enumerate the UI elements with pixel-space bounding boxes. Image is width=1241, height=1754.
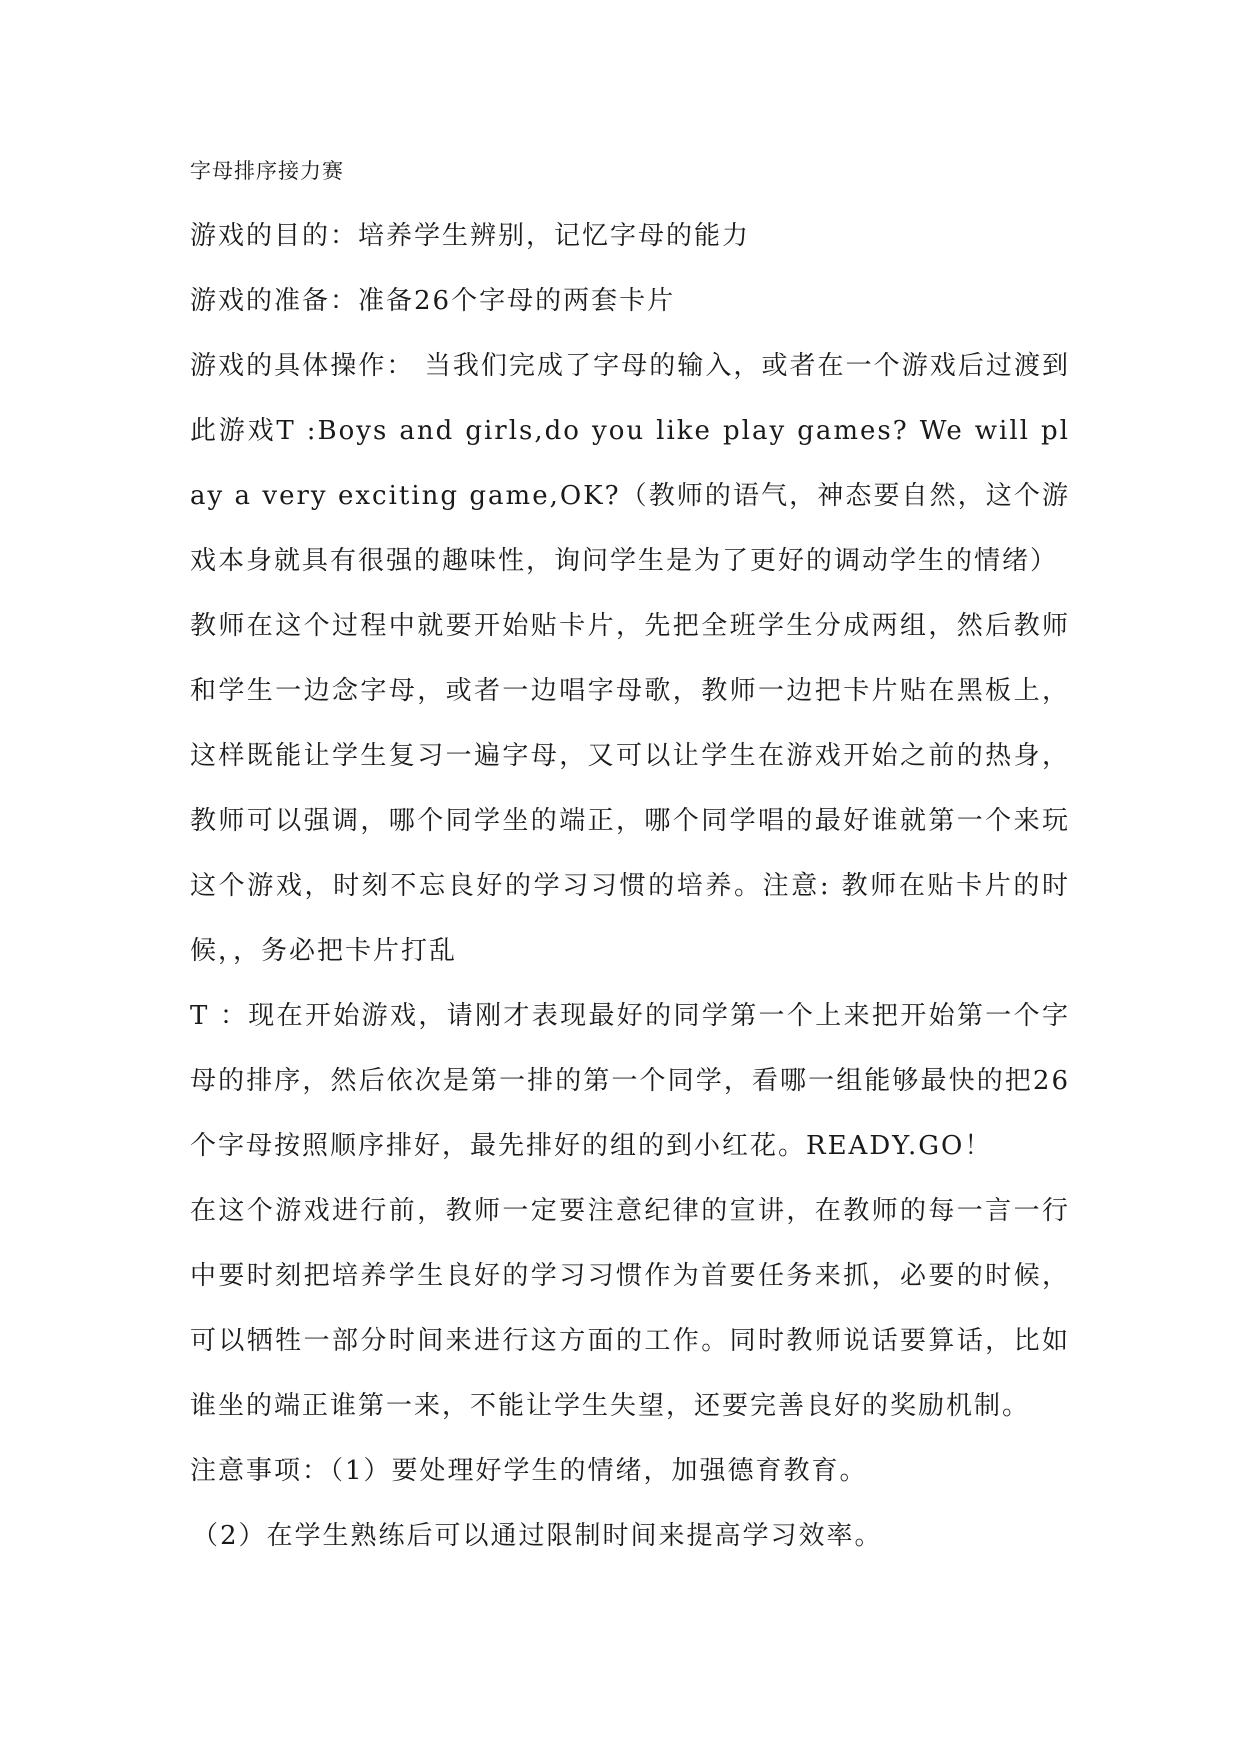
paragraph-notes-1: 注意事项：（1）要处理好学生的情绪，加强德育教育。 bbox=[190, 1456, 868, 1486]
document-body bbox=[190, 150, 1070, 1569]
paragraph-discipline: 在这个游戏进行前，教师一定要注意纪律的宣讲，在教师的每一言一行中要时刻把培养学生良好的学习习惯作为首要任务来抓，必要的时候，可以牺牲一部分时间来进行这方面的工作。同时教师说话要算话，比如谁坐的端正谁第一来，不能让学生失望，还要完善良好的奖励机制。 bbox=[190, 1196, 1070, 1421]
paragraph-goal: 游戏的目的：培养学生辨别，记忆字母的能力 bbox=[190, 221, 751, 251]
paragraph-preparation: 游戏的准备：准备26个字母的两套卡片 bbox=[190, 286, 676, 316]
paragraph-card-posting: 教师在这个过程中就要开始贴卡片，先把全班学生分成两组，然后教师和学生一边念字母，或者一边唱字母歌，教师一边把卡片贴在黑板上，这样既能让学生复习一遍字母，又可以让学生在游戏开始之前的热身，教师可以强调，哪个同学坐的端正，哪个同学唱的最好谁就第一个来玩这个游戏，时刻不忘良好的学习习惯的培养。注意: 教师在贴卡片的时候，，务必把卡片打乱 bbox=[190, 611, 1070, 966]
paragraph-notes-2: （2）在学生熟练后可以通过限制时间来提高学习效率。 bbox=[192, 1521, 883, 1551]
paragraph-operation: 游戏的具体操作： 当我们完成了字母的输入，或者在一个游戏后过渡到此游戏T :Boys and girls,do you like play games? We will play a very exciting game,OK?（教师的语气，神态要自然，这个游戏本身就具有很强的趣味性，询问学生是为了更好的调动学生的情绪） bbox=[190, 351, 1070, 576]
document-title: 字母排序接力赛 bbox=[190, 159, 344, 183]
paragraph-game-start: T ：现在开始游戏，请刚才表现最好的同学第一个上来把开始第一个字母的排序，然后依次是第一排的第一个同学，看哪一组能够最快的把26个字母按照顺序排好，最先排好的组的到小红花。READY.GO！ bbox=[190, 1001, 1070, 1161]
